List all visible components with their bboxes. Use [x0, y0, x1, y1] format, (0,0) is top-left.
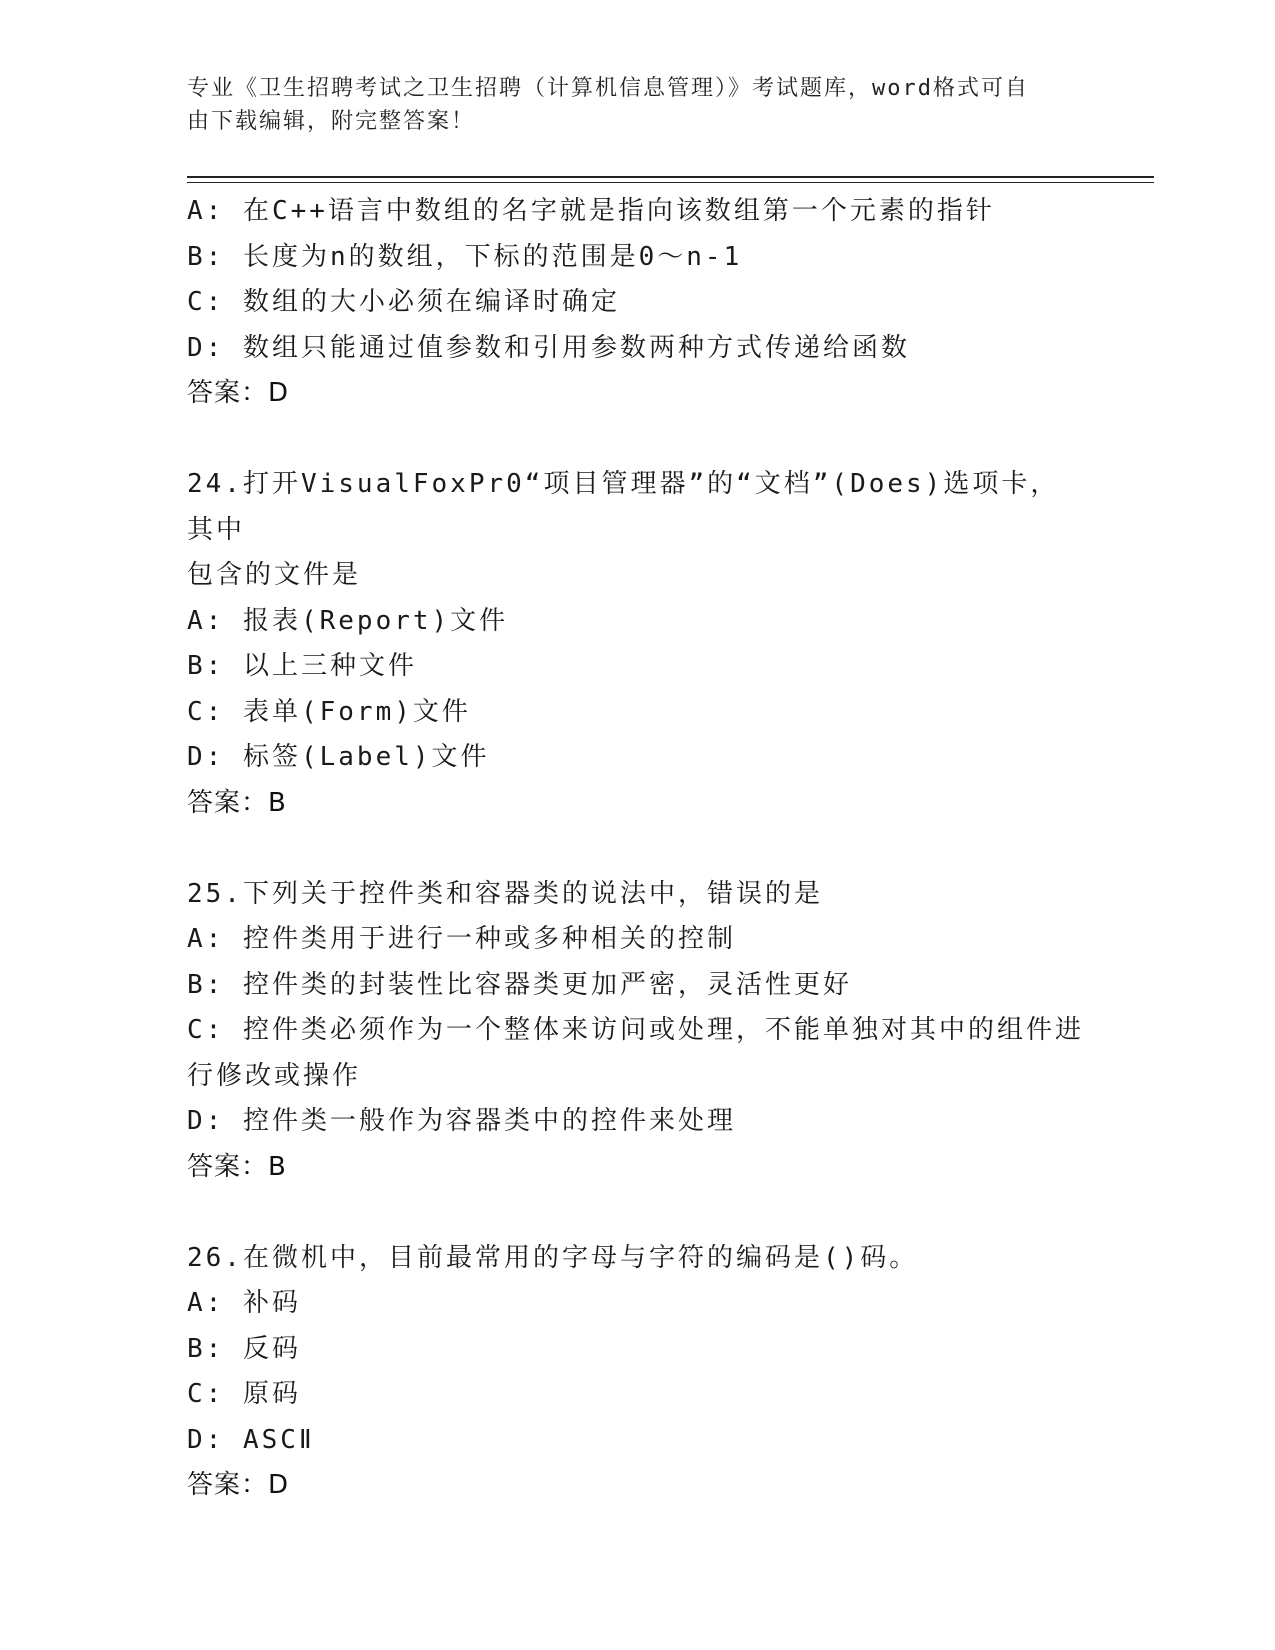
answer-line: 答案：D — [187, 378, 290, 408]
option-a: A: 补码 — [187, 1288, 301, 1318]
option-d: D: 控件类一般作为容器类中的控件来处理 — [187, 1106, 736, 1136]
option-d: D: 数组只能通过值参数和引用参数两种方式传递给函数 — [187, 332, 910, 363]
question-stem: 25.下列关于控件类和容器类的说法中，错误的是 — [187, 878, 823, 909]
question-stem: 26.在微机中，目前最常用的字母与字符的编码是()码。 — [187, 1242, 919, 1273]
answer-line: 答案：B — [187, 787, 287, 818]
option-a: A: 在C++语言中数组的名字就是指向该数组第一个元素的指针 — [187, 196, 995, 226]
header-rule-thin — [187, 182, 1154, 183]
spacer — [187, 826, 1087, 872]
option-a: A: 控件类用于进行一种或多种相关的控制 — [187, 924, 736, 954]
answer-line: 答案：B — [187, 1151, 287, 1182]
question-stem: 24.打开VisualFoxPr0“项目管理器”的“文档”(Does)选项卡，其中 — [187, 469, 1060, 545]
spacer — [187, 417, 1087, 463]
option-a: A: 报表(Report)文件 — [187, 605, 509, 636]
option-b: B: 控件类的封装性比容器类更加严密，灵活性更好 — [187, 969, 852, 1000]
option-c: C: 数组的大小必须在编译时确定 — [187, 287, 620, 317]
question-block-23 — [187, 189, 1087, 417]
answer-line: 答案：D — [187, 1470, 290, 1500]
option-c: C: 控件类必须作为一个整体来访问或处理，不能单独对其中的组件进 — [187, 1015, 1084, 1045]
question-block-24 — [187, 462, 1087, 826]
spacer — [187, 1190, 1087, 1236]
option-b: B: 以上三种文件 — [187, 651, 417, 681]
document-header — [187, 72, 1067, 138]
question-block-26 — [187, 1236, 1087, 1509]
header-line-1: 专业《卫生招聘考试之卫生招聘（计算机信息管理）》考试题库，word格式可自 — [187, 76, 1029, 101]
option-b: B: 反码 — [187, 1333, 301, 1364]
option-b: B: 长度为n的数组，下标的范围是0～n-1 — [187, 241, 743, 272]
option-c-continued: 行修改或操作 — [187, 1060, 362, 1091]
question-stem-continued: 包含的文件是 — [187, 560, 362, 590]
option-d: D: 标签(Label)文件 — [187, 742, 490, 772]
header-rule-thick — [187, 176, 1154, 178]
question-list — [187, 189, 1087, 1509]
option-d: D: ASCⅡ — [187, 1424, 315, 1455]
header-line-2: 由下载编辑，附完整答案！ — [187, 109, 476, 134]
question-block-25 — [187, 872, 1087, 1191]
option-c: C: 表单(Form)文件 — [187, 696, 471, 727]
option-c: C: 原码 — [187, 1379, 301, 1409]
